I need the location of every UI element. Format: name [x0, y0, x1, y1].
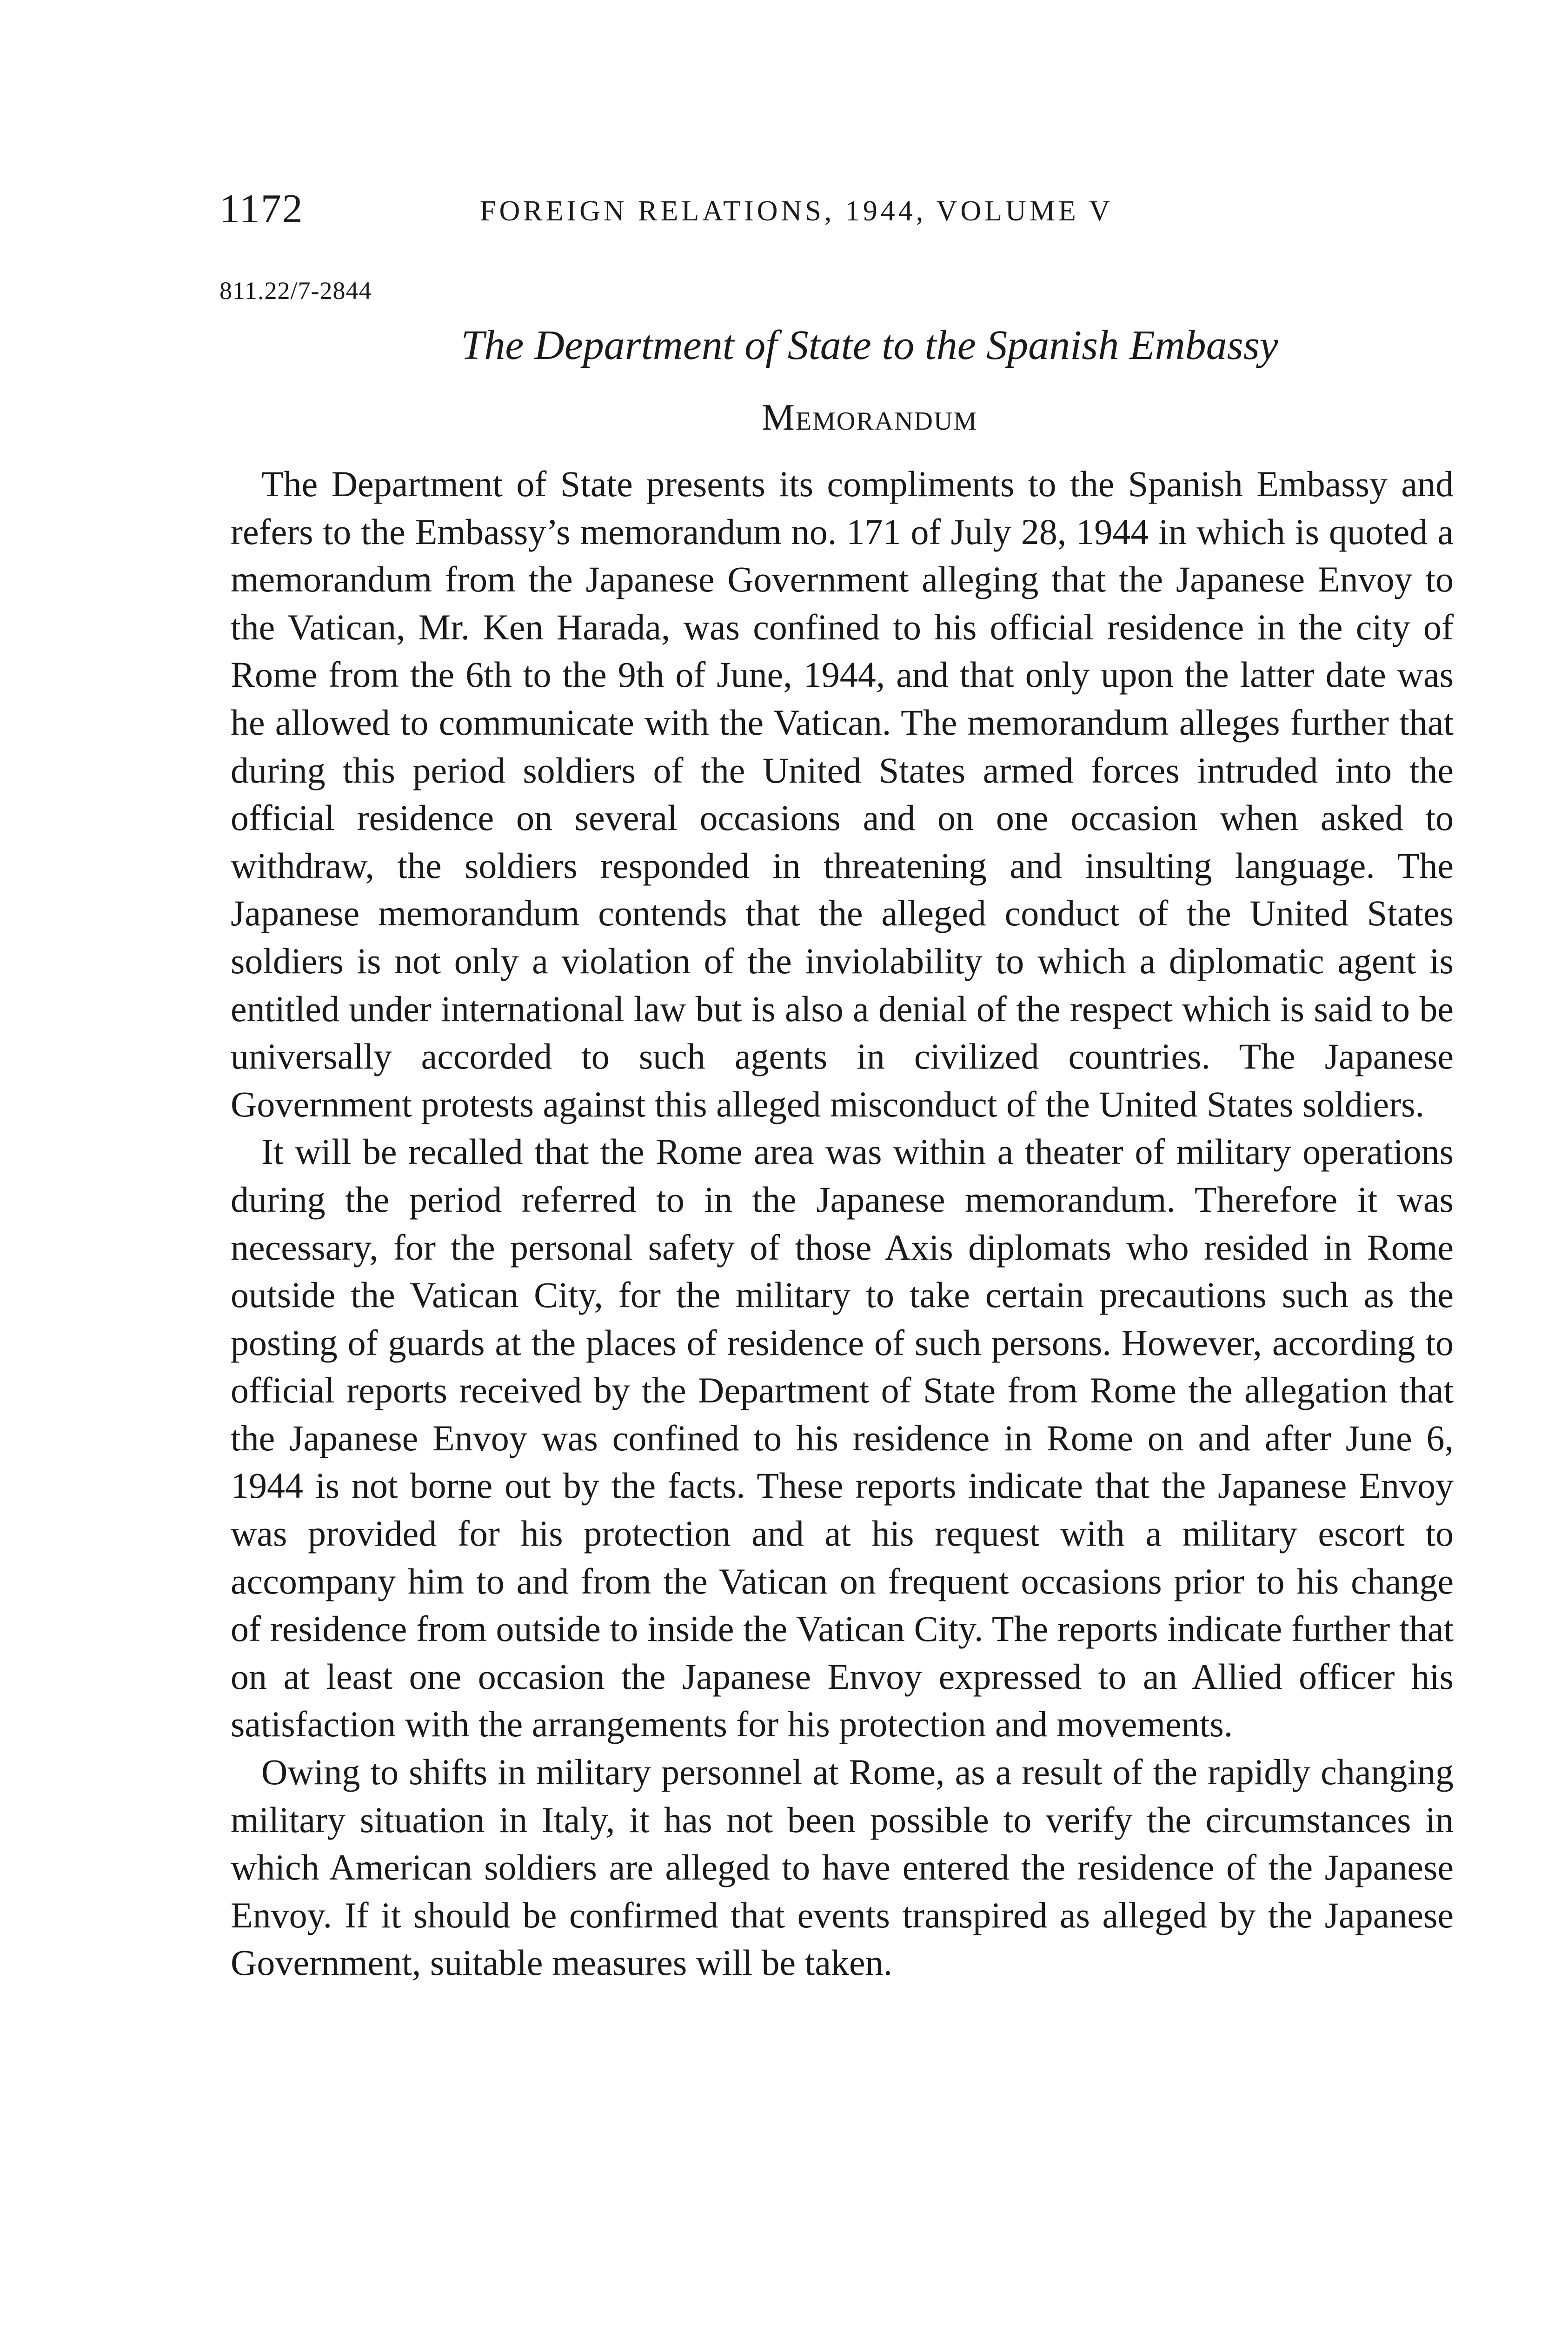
page-number: 1172: [219, 186, 304, 232]
paragraph-1: The Department of State presents its compliments to the Spanish Embassy and refers to the Embassy’s memorandum no. 171 of July 28, 1944 in which is quoted a memorandum from the Japanese Government alleging that the Japanese Envoy to the Vatican, Mr. Ken Harada, was confined to his official residence in the city of Rome from the 6th to the 9th of June, 1944, and that only upon the latter date was he allowed to communicate with the Vatican. The memorandum alleges further that during this period soldiers of the United States armed forces intruded into the official residence on several occasions and on one occasion when asked to withdraw, the soldiers responded in threatening and insulting language. The Japanese memorandum contends that the alleged conduct of the United States soldiers is not only a violation of the inviolability to which a diplomatic agent is entitled under international law but is also a denial of the respect which is said to be universally accorded to such agents in civilized countries. The Japanese Government protests against this alleged misconduct of the United States soldiers.: [231, 464, 1454, 1124]
paragraph-3: Owing to shifts in military personnel at Rome, as a result of the rapidly changing military situation in Italy, it has not been possible to verify the circumstances in which American soldiers are alleged to have entered the residence of the Japanese Envoy. If it should be confirmed that events transpired as alleged by the Japanese Government, suitable measures will be taken.: [231, 1752, 1454, 1983]
memorandum-body: [231, 460, 1454, 1987]
running-head: FOREIGN RELATIONS, 1944, VOLUME V: [480, 195, 1113, 227]
document-title: The Department of State to the Spanish Embassy: [461, 322, 1278, 368]
page-header: [219, 186, 1289, 237]
paragraph-2: It will be recalled that the Rome area was within a theater of military operations during the period referred to in the Japanese memorandum. Therefore it was necessary, for the personal safety of those Axis diplomats who resided in Rome outside the Vatican City, for the military to take certain precautions such as the posting of guards at the places of residence of such persons. However, according to official reports received by the Department of State from Rome the allegation that the Japanese Envoy was confined to his residence in Rome on and after June 6, 1944 is not borne out by the facts. These reports indicate that the Japanese Envoy was provided for his protection and at his request with a military escort to accompany him to and from the Vatican on frequent occasions prior to his change of residence from outside to inside the Vatican City. The reports indicate further that on at least one occasion the Japanese Envoy expressed to an Allied officer his satisfaction with the arrangements for his protection and movements.: [231, 1131, 1454, 1745]
file-number: 811.22/7-2844: [219, 277, 372, 305]
memorandum-label: Memorandum: [761, 397, 978, 438]
